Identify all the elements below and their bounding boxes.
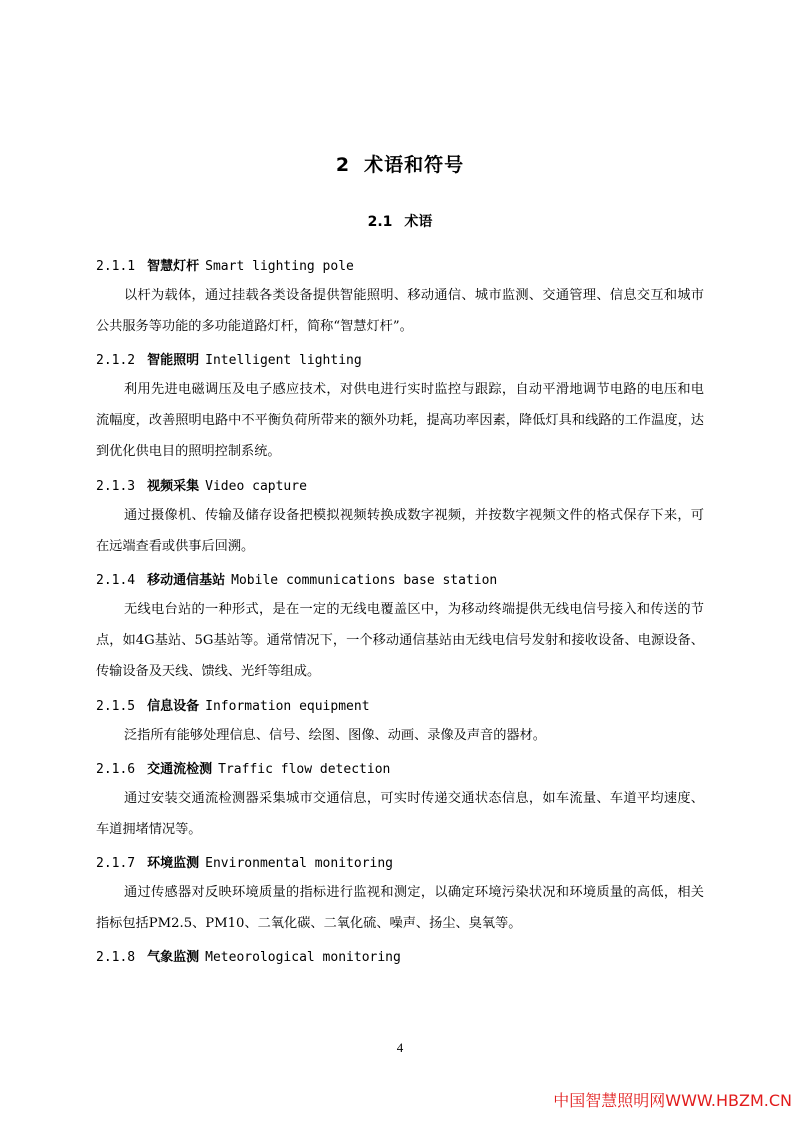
term-heading [96,946,401,965]
term-name-en: Smart lighting pole [205,259,354,274]
chapter-title-text: 术语和符号 [364,154,465,176]
term-definition: 通过传感器对反映环境质量的指标进行监视和测定，以确定环境污染状况和环境质量的高低，相关指标包括PM2.5、PM10、二氧化碳、二氧化硫、噪声、扬尘、臭氧等。 [96,885,704,931]
term-name-zh: 交通流检测 [147,762,213,777]
term-number: 2.1.1 [96,259,136,274]
term-name-zh: 视频采集 [147,479,200,494]
term-heading [96,758,390,777]
page-number: 4 [396,1040,404,1055]
term-name-en: Traffic flow detection [218,762,391,777]
term-number: 2.1.4 [96,573,136,588]
term-definition: 无线电台站的一种形式，是在一定的无线电覆盖区中，为移动终端提供无线电信号接入和传送的节点，如4G基站、5G基站等。通常情况下，一个移动通信基站由无线电信号发射和接收设备、电源设备、传输设备及天线、馈线、光纤等组成。 [96,602,704,679]
term-heading [96,569,497,588]
term-name-en: Environmental monitoring [205,856,393,871]
term-heading [96,852,393,871]
term-name-zh: 智能照明 [147,353,200,368]
term-name-en: Mobile communications base station [231,573,498,588]
section-number: 2.1 [367,214,393,230]
term-definition: 以杆为载体，通过挂载各类设备提供智能照明、移动通信、城市监测、交通管理、信息交互和城市公共服务等功能的多功能道路灯杆，简称“智慧灯杆”。 [96,288,704,334]
term-name-zh: 气象监测 [147,950,200,965]
term-definition: 通过安装交通流检测器采集城市交通信息，可实时传递交通状态信息，如车流量、车道平均速度、车道拥堵情况等。 [96,791,704,837]
term-name-en: Information equipment [205,699,370,714]
term-heading [96,255,354,274]
term-number: 2.1.7 [96,856,136,871]
section-title [0,211,800,231]
term-number: 2.1.8 [96,950,136,965]
term-name-en: Meteorological monitoring [205,950,401,965]
term-number: 2.1.2 [96,353,136,368]
term-name-zh: 移动通信基站 [147,573,226,588]
chapter-title [0,150,800,177]
term-name-en: Intelligent lighting [205,353,362,368]
term-name-en: Video capture [205,479,307,494]
term-number: 2.1.3 [96,479,136,494]
term-name-zh: 环境监测 [147,856,200,871]
term-heading [96,349,362,368]
term-number: 2.1.6 [96,762,136,777]
term-number: 2.1.5 [96,699,136,714]
term-heading [96,475,307,494]
term-definition: 利用先进电磁调压及电子感应技术，对供电进行实时监控与跟踪，自动平滑地调节电路的电压和电流幅度，改善照明电路中不平衡负荷所带来的额外功耗，提高功率因素，降低灯具和线路的工作温度，达到优化供电目的照明控制系统。 [96,382,704,459]
term-name-zh: 智慧灯杆 [147,259,200,274]
term-heading [96,695,370,714]
section-title-text: 术语 [404,214,433,230]
term-name-zh: 信息设备 [147,699,200,714]
site-watermark: 中国智慧照明网WWW.HBZM.CN [553,1091,792,1110]
term-definition: 泛指所有能够处理信息、信号、绘图、图像、动画、录像及声音的器材。 [124,728,546,743]
chapter-number: 2 [335,154,351,176]
term-definition: 通过摄像机、传输及储存设备把模拟视频转换成数字视频，并按数字视频文件的格式保存下来，可在远端查看或供事后回溯。 [96,508,704,554]
